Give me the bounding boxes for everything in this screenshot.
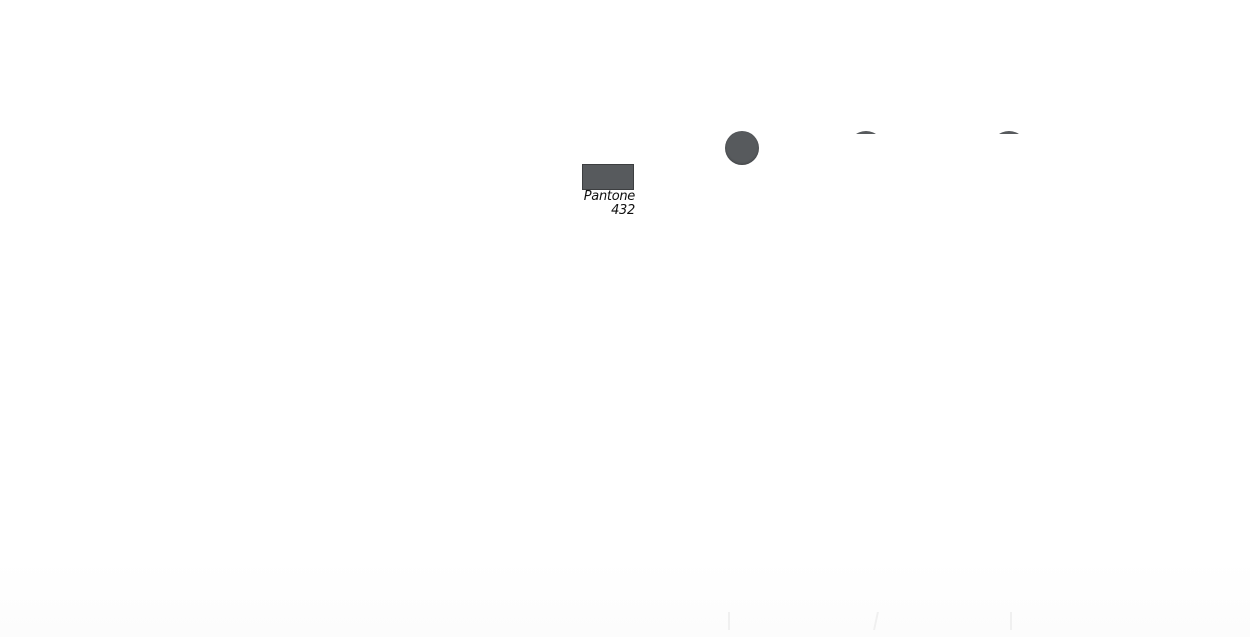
color-dot-partial-1 <box>848 131 884 167</box>
swatch-name: Pantone <box>583 189 635 204</box>
faint-mark-3 <box>1010 612 1012 630</box>
swatch-code: 432 <box>611 203 635 218</box>
faint-mark-1 <box>728 612 730 630</box>
color-dot-partial-2 <box>991 131 1027 167</box>
color-dot <box>725 131 759 165</box>
swatch-label <box>560 190 635 218</box>
faint-mark-2 <box>873 612 879 630</box>
color-swatch <box>582 164 634 190</box>
